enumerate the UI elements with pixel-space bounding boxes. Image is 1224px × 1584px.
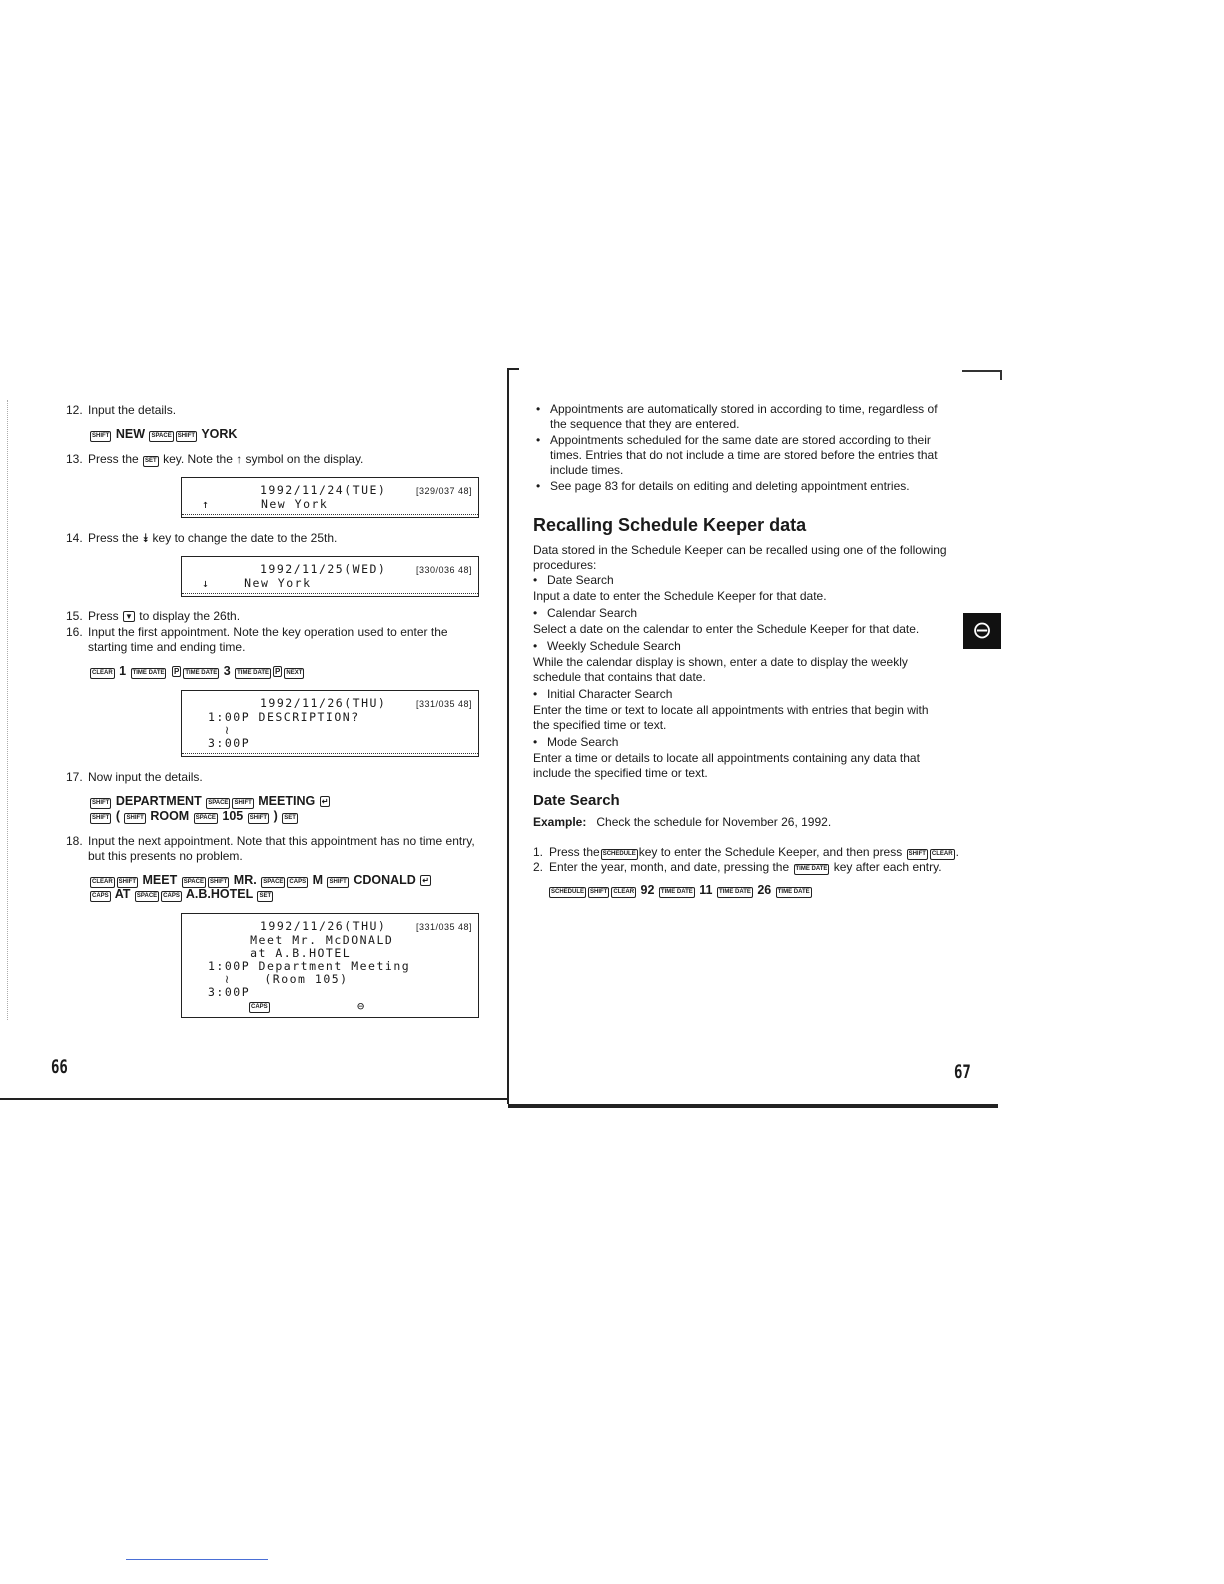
- lcd-display-1: [181, 477, 479, 518]
- enter-key: ↵: [422, 876, 429, 885]
- center-fold-line: [507, 368, 509, 1104]
- key-text: AT: [114, 887, 131, 901]
- lcd-counter: [331/035 48]: [415, 922, 472, 932]
- method-desc: Select a date on the calendar to enter the Schedule Keeper for that date.: [533, 622, 920, 636]
- time-date-key: TIME DATE: [776, 887, 812, 898]
- lcd-line: ↑ New York: [202, 497, 329, 511]
- clear-key: CLEAR: [90, 877, 115, 888]
- note-text: • Appointments are automatically stored in according to time, regardless of: [550, 402, 938, 416]
- step-17: [66, 770, 203, 785]
- key-text: CDONALD: [353, 873, 416, 887]
- step-text: Press the ⯯ key to change the date to the 25th.: [88, 531, 338, 545]
- step-text: to display the 26th.: [139, 609, 241, 623]
- shift-key: SHIFT: [90, 798, 111, 809]
- clock-icon: ⊖: [971, 617, 993, 644]
- step-text: key after each entry.: [833, 860, 942, 874]
- time-date-key: TIME DATE: [659, 887, 695, 898]
- key-sequence-18b: [89, 887, 274, 902]
- space-key: SPACE: [135, 891, 159, 902]
- key-text: MEETING: [258, 794, 316, 808]
- step-15: [66, 609, 240, 624]
- example-line: [533, 815, 831, 830]
- key-text: 3: [223, 664, 231, 678]
- clock-icon: ⊖: [357, 999, 365, 1013]
- key-text: 26: [757, 883, 772, 897]
- note-text: the sequence that they are entered.: [550, 417, 740, 431]
- step-12: [66, 403, 176, 418]
- schedule-key: SCHEDULE: [601, 849, 638, 860]
- key-text: MR.: [233, 873, 257, 887]
- step-number: 17.: [66, 770, 83, 784]
- method-name: • Calendar Search: [529, 606, 953, 621]
- lcd-dotted-line: [182, 514, 478, 515]
- method-desc: the specified time or text.: [533, 718, 667, 732]
- step-number: 12.: [66, 403, 83, 417]
- set-key: SET: [143, 456, 159, 467]
- lcd-display-4: [181, 913, 479, 1018]
- key-sequence-18a: [89, 873, 432, 888]
- step-text: .: [955, 845, 959, 859]
- key-text: DEPARTMENT: [115, 794, 202, 808]
- key-text: 92: [640, 883, 655, 897]
- step-text: Press the: [549, 845, 600, 859]
- section-heading: Recalling Schedule Keeper data: [533, 515, 807, 535]
- step-14: [66, 531, 337, 546]
- space-key: SPACE: [149, 431, 173, 442]
- method-name: • Mode Search: [529, 735, 953, 750]
- key-text: 105: [222, 809, 244, 823]
- shift-key: SHIFT: [232, 798, 253, 809]
- shift-key: SHIFT: [248, 813, 269, 824]
- date-search-step-1: [533, 845, 963, 860]
- shift-key: SHIFT: [327, 877, 348, 888]
- step-text: Now input the details.: [88, 770, 203, 784]
- method-desc: Enter the time or text to locate all appointments with entries that begin with: [533, 703, 929, 717]
- lcd-dotted-line: [182, 593, 478, 594]
- lcd-counter: [330/036 48]: [415, 565, 472, 575]
- key-sequence-17b: [89, 809, 299, 824]
- enter-key: ↵: [321, 797, 329, 806]
- time-date-key: TIME DATE: [235, 668, 271, 679]
- lcd-date: 1992/11/24(TUE): [260, 483, 387, 497]
- lcd-line: ≀ (Room 105): [208, 972, 349, 986]
- shift-key: SHIFT: [907, 849, 928, 860]
- method-name: • Weekly Schedule Search: [529, 639, 953, 654]
- note-text: • See page 83 for details on editing and deleting appointment entries.: [550, 479, 910, 493]
- step-text: Enter the year, month, and date, pressing the: [549, 860, 790, 874]
- step-number: 16.: [66, 625, 83, 639]
- step-text: Press: [88, 609, 119, 623]
- schedule-tab: [963, 613, 1001, 649]
- left-edge-mark: [7, 400, 9, 1020]
- example-label: Example:: [533, 815, 587, 829]
- shift-key: SHIFT: [117, 877, 138, 888]
- lcd-line: ↓ New York: [202, 576, 312, 590]
- clear-key: CLEAR: [90, 668, 115, 679]
- step-text: Press the: [88, 452, 139, 466]
- caps-key: CAPS: [90, 891, 111, 902]
- key-text: MEET: [142, 873, 178, 887]
- next-key: NEXT: [284, 668, 304, 679]
- time-date-key: TIME DATE: [131, 668, 167, 679]
- date-search-step-2: [533, 860, 963, 875]
- step-text: Input the next appointment. Note that this appointment has no time entry,: [88, 834, 475, 848]
- step-13: [66, 452, 363, 467]
- step-number: 1.: [533, 845, 544, 859]
- space-key: SPACE: [182, 877, 206, 888]
- lcd-date: 1992/11/26(THU): [260, 696, 387, 710]
- method-desc: schedule that contains that date.: [533, 670, 706, 684]
- key-sequence-16: [89, 664, 305, 679]
- step-number: 2.: [533, 860, 544, 874]
- lcd-line: Meet Mr. McDONALD: [208, 933, 394, 947]
- p-key: P: [173, 667, 180, 676]
- note-item: [532, 479, 952, 494]
- lcd-line: at A.B.HOTEL: [208, 946, 352, 960]
- shift-key: SHIFT: [176, 431, 197, 442]
- page-number-left: 66: [51, 1057, 68, 1079]
- schedule-key: SCHEDULE: [549, 887, 586, 898]
- note-text: times. Entries that do not include a time are stored before the entries that: [550, 448, 938, 462]
- caps-indicator: CAPS: [249, 1002, 270, 1013]
- shift-key: SHIFT: [90, 431, 111, 442]
- lcd-display-2: [181, 556, 479, 597]
- key-text: A.B.HOTEL: [185, 887, 253, 901]
- clear-key: CLEAR: [611, 887, 636, 898]
- key-text: NEW: [115, 427, 145, 441]
- caps-key: CAPS: [287, 877, 308, 888]
- key-text: (: [115, 809, 120, 823]
- lcd-counter: [329/037 48]: [415, 486, 472, 496]
- center-fold-cap: [507, 368, 519, 370]
- step-number: 15.: [66, 609, 83, 623]
- step-number: 18.: [66, 834, 83, 848]
- lcd-line: ≀: [208, 723, 231, 737]
- key-text: YORK: [201, 427, 238, 441]
- key-text: 11: [699, 883, 713, 897]
- lcd-counter: [331/035 48]: [415, 699, 472, 709]
- key-sequence-17a: [89, 794, 331, 809]
- clear-key: CLEAR: [930, 849, 955, 860]
- lcd-dotted-line: [182, 753, 478, 754]
- key-text: 1: [119, 664, 127, 678]
- space-key: SPACE: [194, 813, 218, 824]
- time-date-key: TIME DATE: [717, 887, 753, 898]
- step-text: but this presents no problem.: [88, 849, 243, 863]
- notes-list: [532, 402, 952, 495]
- key-sequence-date-search: [548, 883, 813, 898]
- bottom-rule-left: [0, 1098, 508, 1100]
- subsection-heading: Date Search: [533, 792, 620, 809]
- intro-text: procedures:: [533, 558, 597, 572]
- lcd-display-3: [181, 690, 479, 757]
- search-methods: [529, 573, 953, 781]
- shift-key: SHIFT: [588, 887, 609, 898]
- lcd-line: 1:00P Department Meeting: [208, 959, 411, 973]
- key-text: ): [273, 809, 278, 823]
- method-name: • Date Search: [529, 573, 953, 588]
- p-key: P: [275, 667, 281, 676]
- time-date-key: TIME DATE: [183, 668, 219, 679]
- step-text: key to enter the Schedule Keeper, and then press: [638, 845, 903, 859]
- lcd-line: 3:00P: [208, 985, 251, 999]
- step-text: Input the details.: [88, 403, 177, 417]
- shift-key: SHIFT: [208, 877, 229, 888]
- shift-key: SHIFT: [124, 813, 145, 824]
- key-text: ROOM: [150, 809, 190, 823]
- bottom-rule-right: [508, 1104, 998, 1108]
- method-desc: Input a date to enter the Schedule Keeper for that date.: [533, 589, 827, 603]
- space-key: SPACE: [261, 877, 285, 888]
- key-text: M: [312, 873, 323, 887]
- step-number: 14.: [66, 531, 83, 545]
- note-text: • Appointments scheduled for the same date are stored according to their: [550, 433, 931, 447]
- note-item: [532, 433, 952, 478]
- set-key: SET: [282, 813, 298, 824]
- lcd-line: 3:00P: [208, 736, 251, 750]
- top-right-corner-tick: [1000, 370, 1002, 380]
- down-arrow-key: ▼: [125, 612, 133, 621]
- time-date-key: TIME DATE: [794, 864, 830, 875]
- note-text: include times.: [550, 463, 624, 477]
- page-number-right: 67: [954, 1062, 971, 1084]
- space-key: SPACE: [206, 798, 230, 809]
- example-text: Check the schedule for November 26, 1992.: [596, 815, 832, 829]
- method-desc: include the specified time or text.: [533, 766, 708, 780]
- intro-paragraph: [533, 543, 953, 573]
- lcd-line: 1:00P DESCRIPTION?: [208, 710, 360, 724]
- method-desc: Enter a time or details to locate all appointments containing any data that: [533, 751, 920, 765]
- lcd-date: 1992/11/25(WED): [260, 562, 387, 576]
- step-text: key. Note the ↑ symbol on the display.: [163, 452, 364, 466]
- step-16: [66, 625, 448, 655]
- set-key: SET: [257, 891, 273, 902]
- step-number: 13.: [66, 452, 83, 466]
- top-right-corner-mark: [962, 370, 1002, 372]
- method-desc: While the calendar display is shown, enter a date to display the weekly: [533, 655, 908, 669]
- shift-key: SHIFT: [90, 813, 111, 824]
- caps-key: CAPS: [161, 891, 182, 902]
- note-item: [532, 402, 952, 432]
- lcd-date: 1992/11/26(THU): [260, 919, 387, 933]
- method-name: • Initial Character Search: [529, 687, 953, 702]
- step-text: starting time and ending time.: [88, 640, 246, 654]
- step-text: Input the first appointment. Note the key operation used to enter the: [88, 625, 448, 639]
- intro-text: Data stored in the Schedule Keeper can be recalled using one of the following: [533, 543, 947, 557]
- step-18: [66, 834, 475, 864]
- bottom-blue-rule: [126, 1559, 268, 1560]
- key-sequence-12: [89, 427, 237, 442]
